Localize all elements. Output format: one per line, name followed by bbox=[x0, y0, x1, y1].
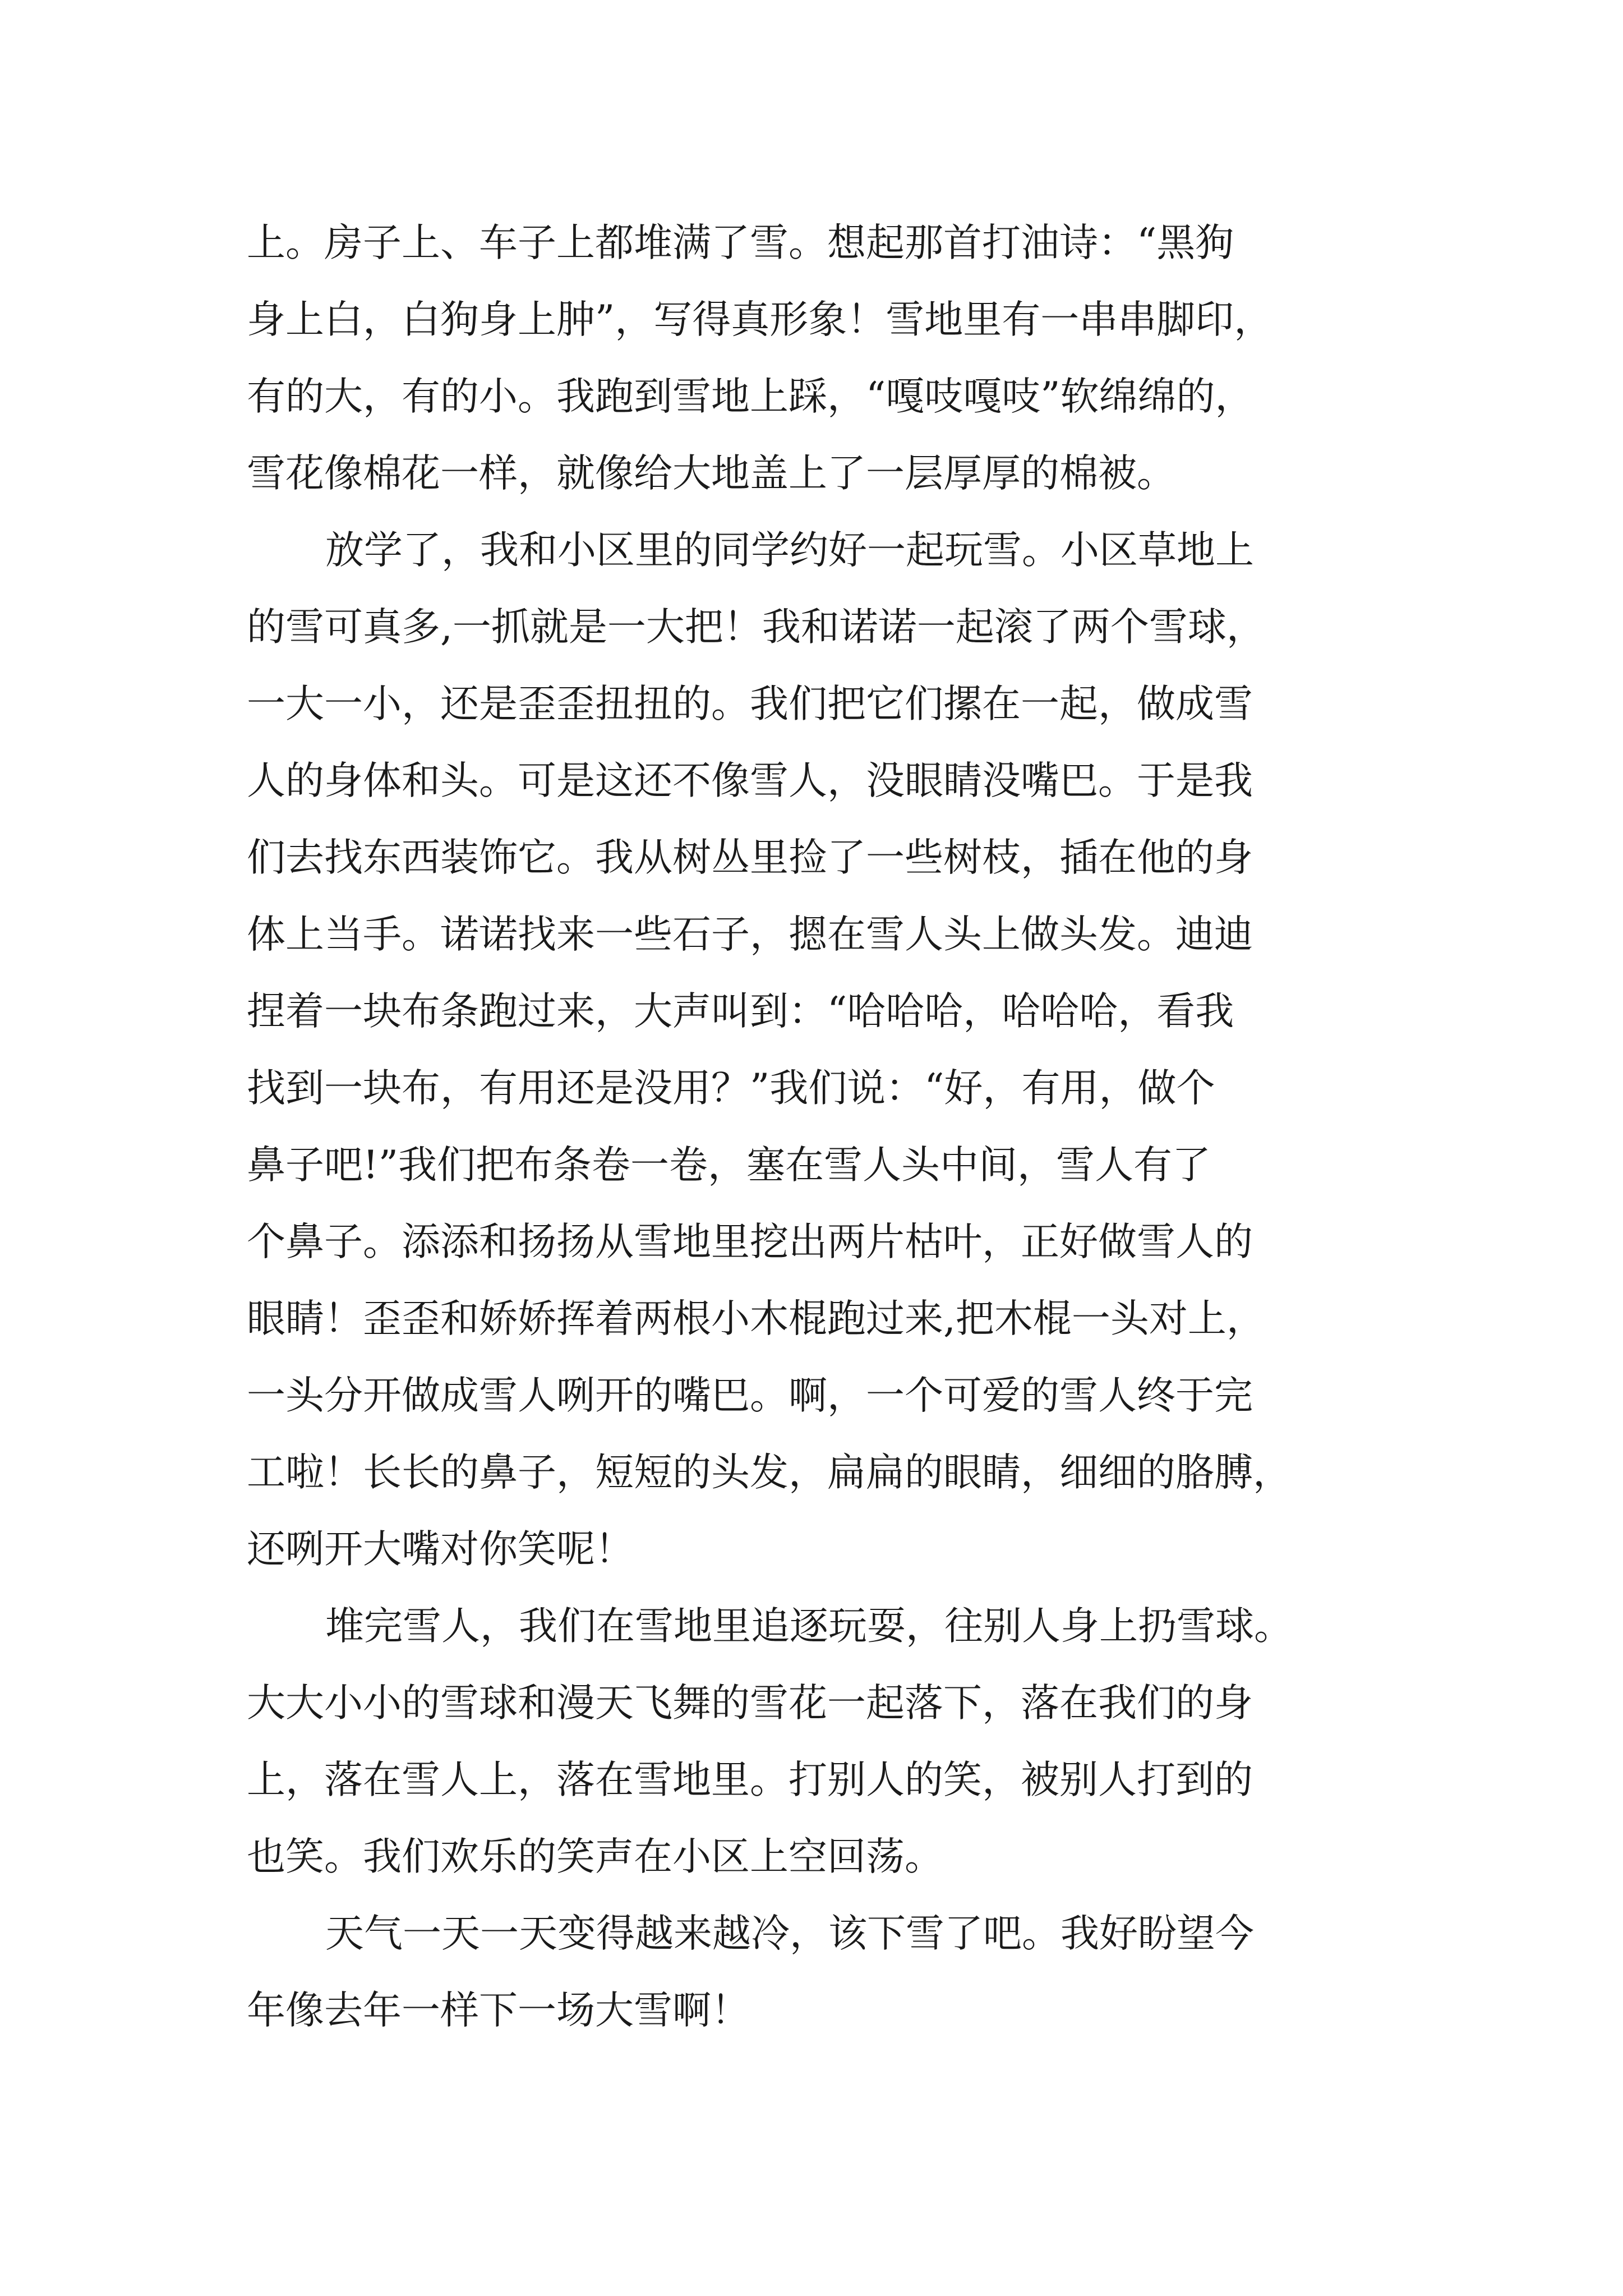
text-line: 也笑。我们欢乐的笑声在小区上空回荡。 bbox=[247, 1834, 943, 1879]
paragraph-3 bbox=[247, 1588, 1430, 1895]
text-line: 放学了，我和小区里的同学约好一起玩雪。小区草地上 bbox=[325, 528, 1254, 573]
text-line: 的雪可真多,一抓就是一大把！我和诺诺一起滚了两个雪球， bbox=[247, 605, 1265, 650]
text-line: 上，落在雪人上，落在雪地里。打别人的笑，被别人打到的 bbox=[247, 1757, 1253, 1802]
text-line: 身上白，白狗身上肿”，写得真形象！雪地里有一串串脚印， bbox=[247, 297, 1273, 342]
text-line: 大大小小的雪球和漫天飞舞的雪花一起落下，落在我们的身 bbox=[247, 1681, 1253, 1726]
essay-body bbox=[247, 205, 1430, 2049]
text-line: 们去找东西装饰它。我从树丛里捡了一些树枝，插在他的身 bbox=[247, 835, 1253, 880]
text-line: 一大一小，还是歪歪扭扭的。我们把它们摞在一起，做成雪 bbox=[247, 682, 1253, 726]
text-line: 雪花像棉花一样，就像给大地盖上了一层厚厚的棉被。 bbox=[247, 451, 1175, 496]
paragraph-2 bbox=[247, 512, 1430, 1588]
text-line: 有的大，有的小。我跑到雪地上踩，“嘎吱嘎吱”软绵绵的， bbox=[247, 374, 1254, 419]
paragraph-1 bbox=[247, 205, 1430, 512]
text-line: 鼻子吧!”我们把布条卷一卷，塞在雪人头中间，雪人有了 bbox=[247, 1143, 1211, 1188]
text-line: 工啦！长长的鼻子，短短的头发，扁扁的眼睛，细细的胳膊， bbox=[247, 1450, 1292, 1495]
text-line: 个鼻子。添添和扬扬从雪地里挖出两片枯叶，正好做雪人的 bbox=[247, 1220, 1253, 1264]
paragraph-4 bbox=[247, 1895, 1430, 2049]
text-line: 体上当手。诺诺找来一些石子，摁在雪人头上做头发。迪迪 bbox=[247, 912, 1253, 957]
text-line: 一头分开做成雪人咧开的嘴巴。啊，一个可爱的雪人终于完 bbox=[247, 1373, 1253, 1418]
text-line: 堆完雪人，我们在雪地里追逐玩耍，往别人身上扔雪球。 bbox=[325, 1604, 1293, 1649]
text-line: 眼睛！歪歪和娇娇挥着两根小木棍跑过来,把木棍一头对上， bbox=[247, 1296, 1265, 1341]
text-line: 人的身体和头。可是这还不像雪人，没眼睛没嘴巴。于是我 bbox=[247, 758, 1253, 803]
text-line: 上。房子上、车子上都堆满了雪。想起那首打油诗：“黑狗 bbox=[247, 220, 1234, 265]
text-line: 天气一天一天变得越来越冷，该下雪了吧。我好盼望今 bbox=[325, 1911, 1254, 1956]
text-line: 找到一块布，有用还是没用？”我们说：“好，有用，做个 bbox=[247, 1066, 1215, 1111]
text-line: 捏着一块布条跑过来，大声叫到：“哈哈哈，哈哈哈，看我 bbox=[247, 989, 1234, 1034]
text-line: 还咧开大嘴对你笑呢！ bbox=[247, 1527, 634, 1572]
text-line: 年像去年一样下一场大雪啊！ bbox=[247, 1988, 750, 2033]
